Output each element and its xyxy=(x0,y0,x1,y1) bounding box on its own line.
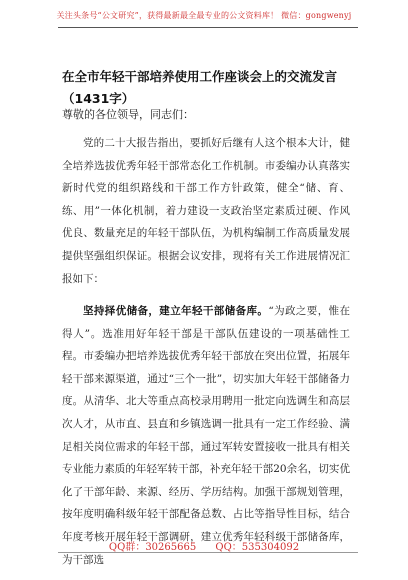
paragraph-reserve-lead: 坚持择优储备，建立年轻干部储备库。 xyxy=(83,305,269,317)
footer-divider xyxy=(58,552,358,553)
paragraph-intro: 党的二十大报告指出，要抓好后继有人这个根本大计，健全培养选拔优秀年轻干部常态化工作机制。市委编办认真落实新时代党的组织路线和干部工作方针政策，健全“储、育、练、用”一体化机制，着力建设一支政治坚定素质过硬、作风优良、数量充足的年轻干部队伍，为机构编制工作高质量发展提供坚强组织保证。根据会议安排，现将有关工作进展情况汇报如下： xyxy=(62,137,350,285)
footer-qq-group: QQ群：30265665 xyxy=(108,542,197,553)
document-title: 在全市年轻干部培养使用工作座谈会上的交流发言（1431字） xyxy=(62,69,338,106)
header-divider xyxy=(58,27,358,28)
paragraph-reserve xyxy=(62,300,350,571)
greeting: 尊敬的各位领导，同志们： xyxy=(62,108,194,121)
header-banner: 关注头条号“公文研究”，获得最新最全最专业的公文资料库！ 微信：gongwenyj xyxy=(56,11,352,20)
footer-qq: QQ：535304092 xyxy=(215,542,300,553)
footer xyxy=(0,538,408,553)
paragraph-reserve-body: “为政之要，惟在得人”。选准用好年轻干部是干部队伍建设的一项基础性工程。市委编办把培养选拔优秀年轻干部放在突出位置，拓展年轻干部来源渠道，通过“三个一批”，切实加大年轻干部储备力度。从清华、北大等重点高校录用聘用一批定向选调生和高层次人才，从市直、县直和乡镇选调一批具有一定工作经验、满足相关岗位需求的年轻干部，通过军转安置接收一批具有相关专业能力素质的年轻军转干部，补充年轻干部20余名，切实优化了干部年龄、来源、经历、学历结构。加强干部规划管理，按年度明确科级年轻干部配备总数、占比等指导性目标，结合年度考核开展年轻干部调研，建立优秀年轻科级干部储备库，为干部选 xyxy=(62,305,351,566)
